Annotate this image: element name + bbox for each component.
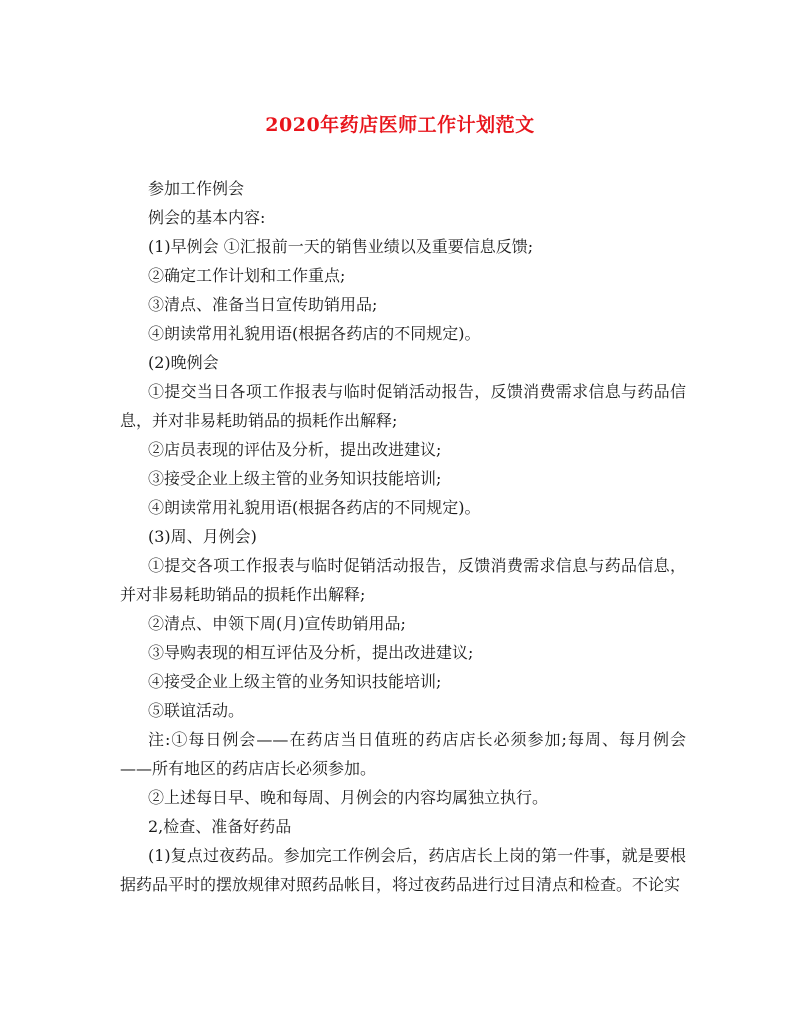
paragraph-morning-meeting: (1)早例会 ①汇报前一天的销售业绩以及重要信息反馈; [148,237,534,256]
paragraph-daily-report: ①提交当日各项工作报表与临时促销活动报告，反馈消费需求信息与药品信息，并对非易耗助销品的损耗作出解释; [120,382,686,430]
paragraph-meeting-content: 例会的基本内容: [148,208,266,227]
paragraph-attend-meeting: 参加工作例会 [148,179,245,198]
paragraph-prepare-supplies: ③清点、准备当日宣传助销用品; [148,295,378,314]
paragraph-social-activity: ⑤联谊活动。 [148,701,245,720]
paragraph-recount: (1)复点过夜药品。参加完工作例会后，药店店长上岗的第一件事，就是要根据药品平时的摆放规律对照药品帐目，将过夜药品进行过目清点和检查。不论实 [120,846,686,894]
document-body [120,174,686,899]
paragraph-training-2: ④接受企业上级主管的业务知识技能培训; [148,672,442,691]
paragraph-staff-evaluation: ②店员表现的评估及分析，提出改进建议; [148,440,442,459]
paragraph-request-supplies: ②清点、申领下周(月)宣传助销用品; [148,614,406,633]
document-title: 2020年药店医师工作计划范文 [265,114,535,136]
paragraph-training: ③接受企业上级主管的业务知识技能培训; [148,469,442,488]
paragraph-work-plan: ②确定工作计划和工作重点; [148,266,346,285]
paragraph-polite-phrases: ④朗读常用礼貌用语(根据各药店的不同规定)。 [148,324,481,343]
paragraph-polite-phrases-2: ④朗读常用礼貌用语(根据各药店的不同规定)。 [148,498,481,517]
paragraph-note: 注:①每日例会——在药店当日值班的药店店长必须参加;每周、每月例会——所有地区的药店店长必须参加。 [120,730,686,778]
paragraph-evening-meeting: (2)晚例会 [148,353,219,372]
paragraph-guide-evaluation: ③导购表现的相互评估及分析，提出改进建议; [148,643,474,662]
paragraph-check-drugs: 2,检查、准备好药品 [148,817,292,836]
paragraph-submit-reports: ①提交各项工作报表与临时促销活动报告，反馈消费需求信息与药品信息，并对非易耗助销品的损耗作出解释; [120,556,686,604]
paragraph-weekly-monthly: (3)周、月例会) [148,527,257,546]
paragraph-independent: ②上述每日早、晚和每周、月例会的内容均属独立执行。 [148,788,549,807]
